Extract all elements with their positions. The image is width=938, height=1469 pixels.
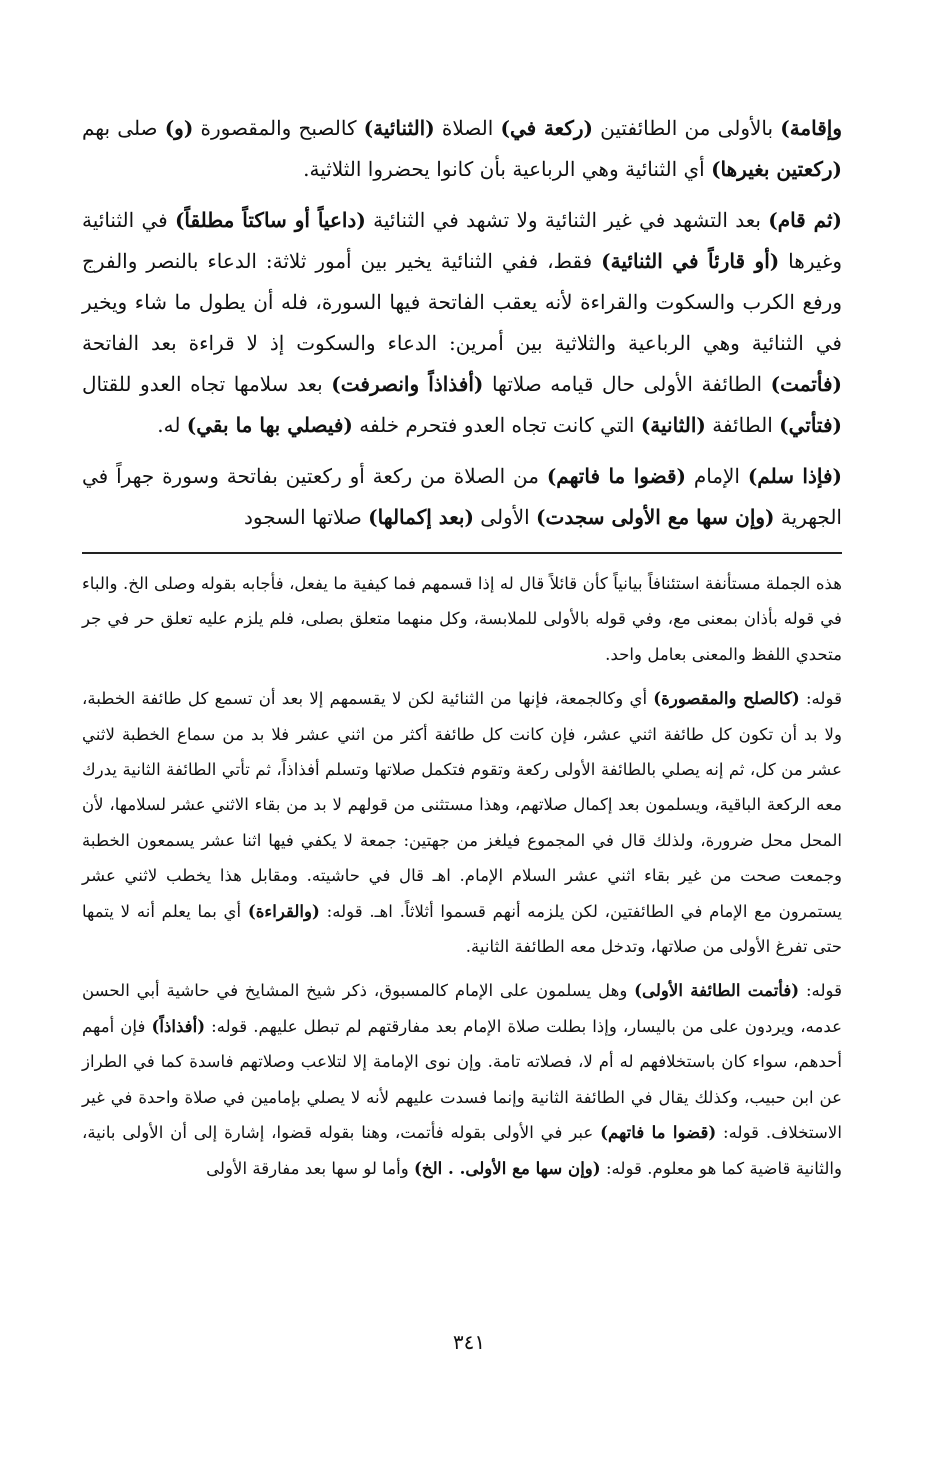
page-number: ٣٤١ <box>452 1330 486 1354</box>
bold-text-run: (فإذا سلم) <box>747 464 842 488</box>
bold-text-run: (قضوا ما فاتهم) <box>546 464 686 488</box>
bold-text-run: (الثانية) <box>640 413 706 437</box>
text-run: قوله: <box>799 689 842 709</box>
bold-text-run: وإقامة) <box>780 116 843 140</box>
text-run: فقط، ففي الثنائية يخير بين أمور ثلاثة: الدعاء بالنصر والفرج ورفع الكرب والسكوت والقراءة لأنه يعقب الفاتحة فيها السورة، فله أن يطول ما شاء ويخير في الثنائية وهي الرباعية والثلاثية بين أمرين: الدعاء والسكوت إذ لا قراءة بعد الفاتحة <box>82 249 842 355</box>
text-run: أي الثنائية وهي الرباعية بأن كانوا يحضروا الثلاثية. <box>303 157 712 181</box>
text-run: الطائفة الأولى حال قيامه صلاتها <box>483 372 771 396</box>
bold-text-run: (فتأتي) <box>779 413 842 437</box>
text-run: في الثنائية وغيرها <box>82 208 843 273</box>
bold-text-run: (قضوا ما فاتهم) <box>600 1122 717 1143</box>
text-run: صلاتها السجود <box>244 505 369 529</box>
bold-text-run: (ركعتين بغيرها) <box>711 157 842 181</box>
text-run: من الصلاة من ركعة أو ركعتين بفاتحة وسورة جهراً في الجهرية <box>82 464 842 529</box>
text-run: كالصبح والمقصورة <box>193 116 364 140</box>
bold-text-run: (فيصلي بها ما بقي) <box>186 413 353 437</box>
text-run: فإن أمهم أحدهم، سواء كان باستخلافهم له أم لا، فصلاته تامة. وإن نوى الإمامة إلا لتلاعب وصلاتهم فاسدة كما في الطراز عن ابن حبيب، وكذلك يقال في الطائفة الثانية وإنما فسدت عليهم لأنه لا يصلي بإمامين في صلاة واحدة في غير الاستخلاف. قوله: <box>82 1016 842 1143</box>
text-run: صلى بهم <box>82 116 165 140</box>
text-run: الإمام <box>685 464 748 488</box>
text-run: الأولى <box>473 505 537 529</box>
bold-text-run: (فأتمت) <box>770 372 842 396</box>
text-run: بالأولى من الطائفتين <box>592 116 781 140</box>
main-paragraph <box>82 200 842 446</box>
text-run: عبر في الأولى بقوله فأتمت، وهنا بقوله قضوا، إشارة إلى أن الأولى بانية، والثانية قاضية كما هو معلوم. قوله: <box>82 1123 842 1178</box>
text-run: وهل يسلمون على الإمام كالمسبوق، ذكر شيخ المشايخ في حاشية أبي الحسن عدمه، ويردون على من باليسار، وإذا بطلت صلاة الإمام بعد مفارقتهم لم تبطل عليهم. قوله: <box>82 981 842 1036</box>
text-run: له. <box>157 413 187 437</box>
main-text <box>82 108 842 538</box>
bold-text-run: (بعد إكمالها) <box>368 505 474 529</box>
footnote-paragraph <box>82 973 842 1185</box>
text-run: التي كانت تجاه العدو فتحرم خلفه <box>352 413 641 437</box>
text-run: الطائفة <box>705 413 780 437</box>
text-run: قوله: <box>799 981 842 1001</box>
text-run: بعد سلامها تجاه العدو للقتال <box>82 372 332 396</box>
text-run: بعد التشهد في غير الثنائية ولا تشهد في الثنائية <box>365 208 769 232</box>
text-run: الصلاة <box>434 116 501 140</box>
page-body <box>82 108 842 1186</box>
footnotes <box>82 566 842 1186</box>
text-run: وأما لو سها بعد مفارقة الأولى <box>206 1158 415 1178</box>
main-paragraph <box>82 456 842 538</box>
bold-text-run: (وإن سها مع الأولى سجدت) <box>536 505 775 529</box>
bold-text-run: (والقراءة) <box>247 900 320 921</box>
bold-text-run: (كالصلح والمقصورة) <box>653 688 800 709</box>
text-run: أي وكالجمعة، فإنها من الثنائية لكن لا يقسمهم إلا بعد أن تسمع كل طائفة الخطبة، ولا بد أن تكون كل طائفة اثني عشر، فإن كانت كل طائفة أكثر من اثني عشر فلا بد من سماع الخطبة لاثني عشر من كل، ثم إنه يصلي بالطائفة الأولى ركعة وتقوم فتكمل صلاتها وتسلم أفذاذاً، ثم تأتي الطائفة الثانية يدرك معه الركعة الباقية، ويسلمون بعد إكمال صلاتهم، وهذا مستثنى من قولهم لا بد من بقاء الاثني عشر لسلامها، لأن المحل محل ضرورة، ولذلك قال في المجموع فيلغز من جهتين: جمعة لا يكفي فيها اثنا عشر يسمعون الخطبة وجمعت صحت من غير بقاء اثني عشر السلام الإمام. اهـ قال في حاشيته. ومقابل هذا يخطب لاثني عشر يستمرون مع الإمام في الطائفتين، لكن يلزمه أنهم قسموا أثلاثاً. اهـ. قوله: <box>82 689 842 921</box>
bold-text-run: (داعياً أو ساكتاً مطلقاً) <box>174 208 366 232</box>
bold-text-run: (أفذاذاً) <box>151 1015 206 1036</box>
bold-text-run: (أو قارئاً في الثنائية) <box>601 249 780 273</box>
bold-text-run: (وإن سها مع الأولى. . الخ) <box>414 1157 601 1178</box>
bold-text-run: (الثنائية) <box>363 116 435 140</box>
bold-text-run: (أفذاذاً وانصرفت) <box>331 372 484 396</box>
footnote-paragraph <box>82 566 842 672</box>
text-run: أي بما يعلم أنه لا يتمها حتى تفرغ الأولى من صلاتها، وتدخل معه الطائفة الثانية. <box>82 901 842 957</box>
footnote-divider <box>82 552 842 554</box>
bold-text-run: (ركعة في) <box>500 116 593 140</box>
footnote-paragraph <box>82 681 842 964</box>
text-run: هذه الجملة مستأنفة استئنافاً بيانياً كأن قائلاً قال له إذا قسمهم فما كيفية ما يفعل، فأجابه بقوله وصلى الخ. والباء في قوله بأذان بمعنى مع، وفي قوله بالأولى للملابسة، وكل منهما متعلق بصلى، فلم يلزم عليه تعلق حر في جر متحدي اللفظ والمعنى بعامل واحد. <box>82 574 842 664</box>
bold-text-run: (و) <box>164 116 194 140</box>
main-paragraph <box>82 108 842 190</box>
bold-text-run: (ثم قام) <box>768 208 842 232</box>
bold-text-run: (فأتمت الطائفة الأولى) <box>634 980 800 1001</box>
